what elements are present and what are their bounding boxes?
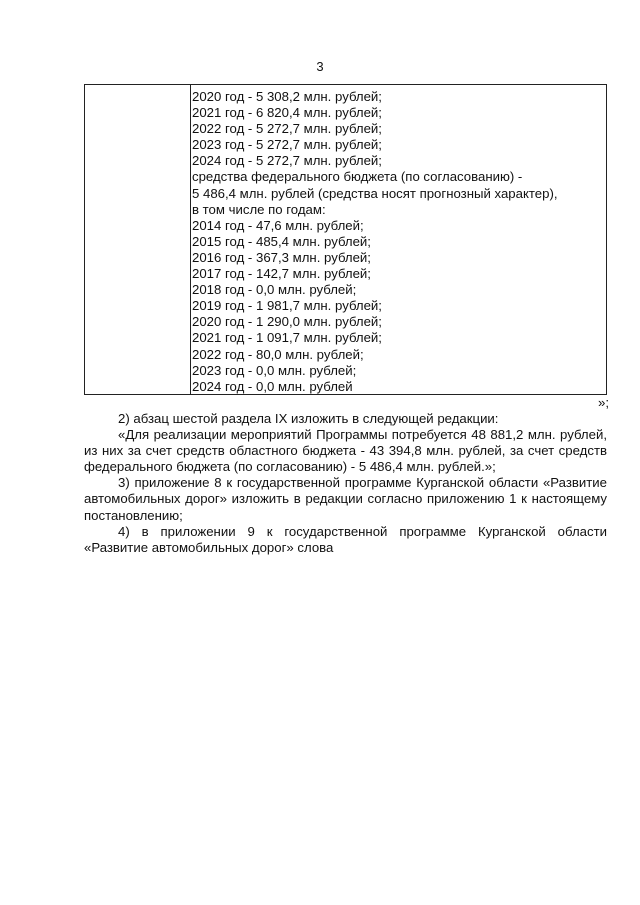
table-line: 2015 год - 485,4 млн. рублей; bbox=[192, 233, 371, 249]
table-line: средства федерального бюджета (по согласованию) - bbox=[192, 169, 523, 185]
table-line: 2022 год - 5 272,7 млн. рублей; bbox=[192, 121, 382, 137]
table-line: 2024 год - 5 272,7 млн. рублей; bbox=[192, 153, 382, 169]
table-line: 2017 год - 142,7 млн. рублей; bbox=[192, 266, 371, 282]
table-line: 2020 год - 1 290,0 млн. рублей; bbox=[192, 314, 382, 330]
table-line: 2023 год - 0,0 млн. рублей; bbox=[192, 362, 357, 378]
table-line: 2018 год - 0,0 млн. рублей; bbox=[192, 282, 357, 298]
closing-quote-mark: »; bbox=[598, 395, 609, 410]
table-line: 2021 год - 1 091,7 млн. рублей; bbox=[192, 330, 382, 346]
table-line: в том числе по годам: bbox=[192, 201, 326, 217]
table-line: 2020 год - 5 308,2 млн. рублей; bbox=[192, 89, 382, 104]
table-line: 2021 год - 6 820,4 млн. рублей; bbox=[192, 105, 382, 121]
table-line: 5 486,4 млн. рублей (средства носят прогнозный характер), bbox=[192, 185, 558, 201]
table-line: 2023 год - 5 272,7 млн. рублей; bbox=[192, 137, 382, 153]
table-right-cell bbox=[192, 89, 600, 395]
paragraph-item-3: 3) приложение 8 к государственной программе Курганской области «Развитие автомобильных дорог» изложить в редакции согласно приложению 1 к настоящему постановлению; bbox=[84, 475, 607, 523]
paragraph-item-4: 4) в приложении 9 к государственной программе Курганской области «Развитие автомобильных дорог» слова bbox=[84, 523, 607, 555]
paragraph-quote: «Для реализации мероприятий Программы потребуется 48 881,2 млн. рублей, из них за счет средств областного бюджета - 43 394,8 млн. рублей, за счет средств федерального бюджета (по согласованию) - 5 486,4 млн. рублей.»; bbox=[84, 427, 607, 475]
table-line: 2016 год - 367,3 млн. рублей; bbox=[192, 249, 371, 265]
table-line: 2022 год - 80,0 млн. рублей; bbox=[192, 346, 364, 362]
funding-table bbox=[84, 84, 607, 395]
table-line: 2019 год - 1 981,7 млн. рублей; bbox=[192, 298, 382, 314]
amendment-text bbox=[84, 411, 607, 556]
paragraph-item-2: 2) абзац шестой раздела IX изложить в следующей редакции: bbox=[118, 411, 499, 426]
table-line: 2014 год - 47,6 млн. рублей; bbox=[192, 217, 364, 233]
table-left-cell bbox=[85, 85, 191, 394]
table-line: 2024 год - 0,0 млн. рублей bbox=[192, 378, 353, 394]
page-number: 3 bbox=[316, 59, 324, 74]
